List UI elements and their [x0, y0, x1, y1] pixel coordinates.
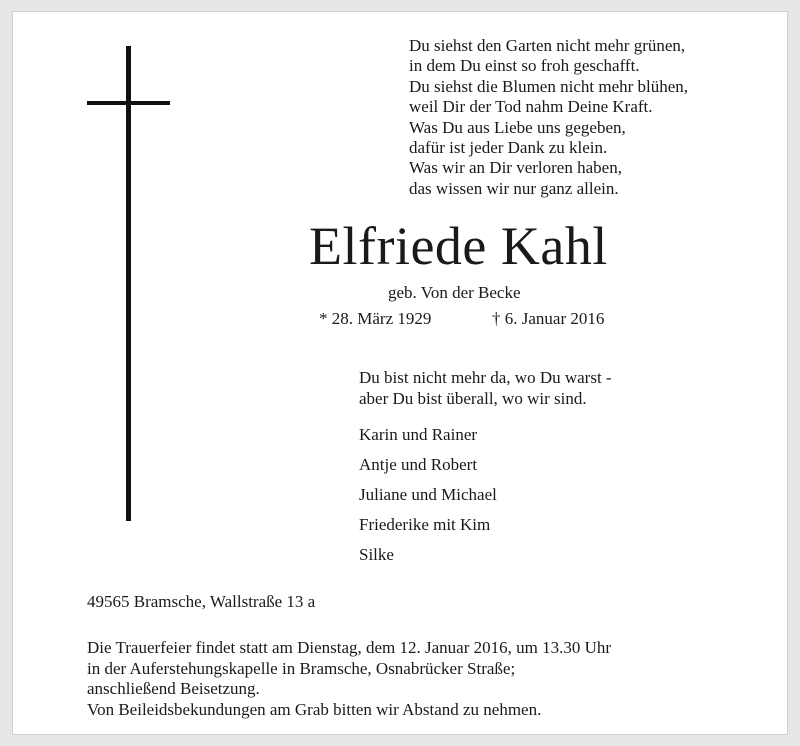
poem-line: Was wir an Dir verloren haben,: [409, 158, 622, 178]
birth-date: * 28. März 1929: [319, 309, 432, 328]
poem-line: dafür ist jeder Dank zu klein.: [409, 138, 608, 158]
death-date: † 6. Januar 2016: [492, 309, 605, 328]
mourner-name: Friederike mit Kim: [359, 515, 491, 534]
poem-line: Du siehst den Garten nicht mehr grünen,: [409, 36, 686, 55]
mourner-name: Juliane und Michael: [359, 485, 497, 504]
poem-line: weil Dir der Tod nahm Deine Kraft.: [409, 97, 653, 117]
quote-line: Du bist nicht mehr da, wo Du warst -: [359, 368, 612, 387]
deceased-name: Elfriede Kahl: [309, 216, 608, 276]
poem-line: das wissen wir nur ganz allein.: [409, 178, 619, 198]
family-address: 49565 Bramsche, Wallstraße 13 a: [87, 592, 316, 611]
memorial-poem: [409, 36, 688, 199]
funeral-line: Die Trauerfeier findet statt am Dienstag, dem 12. Januar 2016, um 13.30 Uhr: [87, 638, 612, 657]
cross-icon: [126, 46, 131, 521]
mourner-name: Karin und Rainer: [359, 425, 478, 444]
obituary-notice: [12, 11, 788, 735]
funeral-line: in der Auferstehungskapelle in Bramsche, Osnabrücker Straße;: [87, 658, 516, 678]
mourner-name: Antje und Robert: [359, 455, 478, 474]
mourner-name: Silke: [359, 545, 394, 564]
funeral-line: anschließend Beisetzung.: [87, 679, 260, 698]
poem-line: in dem Du einst so froh geschafft.: [409, 56, 640, 76]
memorial-quote: [359, 368, 612, 409]
funeral-line: Von Beileidsbekundungen am Grab bitten wir Abstand zu nehmen.: [87, 699, 542, 719]
mourners-list: [359, 420, 497, 570]
funeral-notice: [87, 638, 611, 720]
quote-line: aber Du bist überall, wo wir sind.: [359, 388, 587, 408]
poem-line: Was Du aus Liebe uns gegeben,: [409, 117, 626, 137]
poem-line: Du siehst die Blumen nicht mehr blühen,: [409, 76, 689, 96]
cross-icon-crossbar: [87, 101, 170, 105]
birth-name: geb. Von der Becke: [388, 283, 521, 302]
